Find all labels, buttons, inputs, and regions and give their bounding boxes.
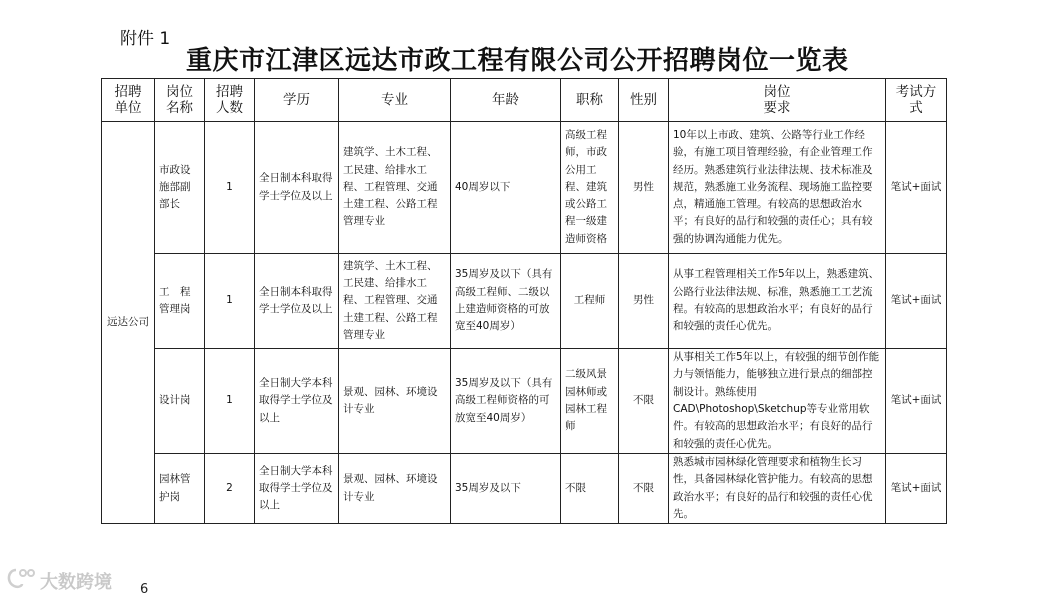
header-count: 招聘 人数 [205,79,255,122]
major-cell: 景观、园林、环境设计专业 [339,454,451,524]
exam-cell: 笔试+面试 [886,122,947,254]
watermark-logo-icon [4,566,38,590]
watermark-text: 大数跨境 [40,572,112,593]
exam-cell: 笔试+面试 [886,454,947,524]
requirements-cell: 从事工程管理相关工作5年以上，熟悉建筑、公路行业法律法规、标准，熟悉施工工艺流程。有较高的思想政治水平；有良好的品行和较强的责任心优先。 [669,254,886,349]
count-cell: 1 [205,254,255,349]
education-cell: 全日制大学本科取得学士学位及以上 [255,349,339,454]
gender-cell: 不限 [619,349,669,454]
requirements-cell: 熟悉城市园林绿化管理要求和植物生长习性，具备园林绿化管护能力。有较高的思想政治水平；有良好的品行和较强的责任心优先。 [669,454,886,524]
position-cell: 工 程管理岗 [155,254,205,349]
title-req-cell: 高级工程师，市政公用工程、建筑或公路工程一级建造师资格 [561,122,619,254]
exam-cell: 笔试+面试 [886,349,947,454]
requirements-cell: 10年以上市政、建筑、公路等行业工作经验，有施工项目管理经验，有企业管理工作经历。熟悉建筑行业法律法规、技术标准及规范，熟悉施工业务流程、现场施工监控要点，精通施工管理。有较高的思想政治水平；有良好的品行和较强的责任心；具有较强的协调沟通能力优先。 [669,122,886,254]
title-req-cell: 工程师 [561,254,619,349]
position-cell: 设计岗 [155,349,205,454]
recruitment-table [101,78,947,524]
age-cell: 35周岁及以下（具有高级工程师、二级以上建造师资格的可放宽至40周岁） [451,254,561,349]
header-education: 学历 [255,79,339,122]
exam-cell: 笔试+面试 [886,254,947,349]
gender-cell: 男性 [619,122,669,254]
table-row [102,254,947,349]
header-unit: 招聘 单位 [102,79,155,122]
header-major: 专业 [339,79,451,122]
major-cell: 建筑学、土木工程、工民建、给排水工程、工程管理、交通土建工程、公路工程管理专业 [339,122,451,254]
table-row [102,349,947,454]
education-cell: 全日制大学本科取得学士学位及以上 [255,454,339,524]
position-cell: 市政设施部副部长 [155,122,205,254]
annex-label: 附件 1 [120,29,171,49]
position-cell: 园林管护岗 [155,454,205,524]
header-exam: 考试方 式 [886,79,947,122]
gender-cell: 不限 [619,454,669,524]
table-row [102,122,947,254]
count-cell: 1 [205,349,255,454]
header-row [102,79,947,122]
title-req-cell: 不限 [561,454,619,524]
education-cell: 全日制本科取得学士学位及以上 [255,254,339,349]
table-row [102,454,947,524]
major-cell: 建筑学、土木工程、工民建、给排水工程、工程管理、交通土建工程、公路工程管理专业 [339,254,451,349]
unit-cell: 远达公司 [102,122,155,524]
header-gender: 性别 [619,79,669,122]
page-number: 6 [140,582,149,597]
count-cell: 2 [205,454,255,524]
education-cell: 全日制本科取得学士学位及以上 [255,122,339,254]
count-cell: 1 [205,122,255,254]
requirements-cell: 从事相关工作5年以上，有较强的细节创作能力与领悟能力，能够独立进行景点的细部控制设计。熟练使用CAD\Photoshop\Sketchup等专业常用软件。有较高的思想政治水平；有良好的品行和较强的责任心优先。 [669,349,886,454]
header-position: 岗位 名称 [155,79,205,122]
title-req-cell: 二级风景园林师或园林工程师 [561,349,619,454]
header-title-req: 职称 [561,79,619,122]
gender-cell: 男性 [619,254,669,349]
age-cell: 35周岁及以下（具有高级工程师资格的可放宽至40周岁） [451,349,561,454]
header-age: 年龄 [451,79,561,122]
page-title: 重庆市江津区远达市政工程有限公司公开招聘岗位一览表 [186,46,849,76]
major-cell: 景观、园林、环境设计专业 [339,349,451,454]
age-cell: 35周岁及以下 [451,454,561,524]
age-cell: 40周岁以下 [451,122,561,254]
header-requirements: 岗位 要求 [669,79,886,122]
